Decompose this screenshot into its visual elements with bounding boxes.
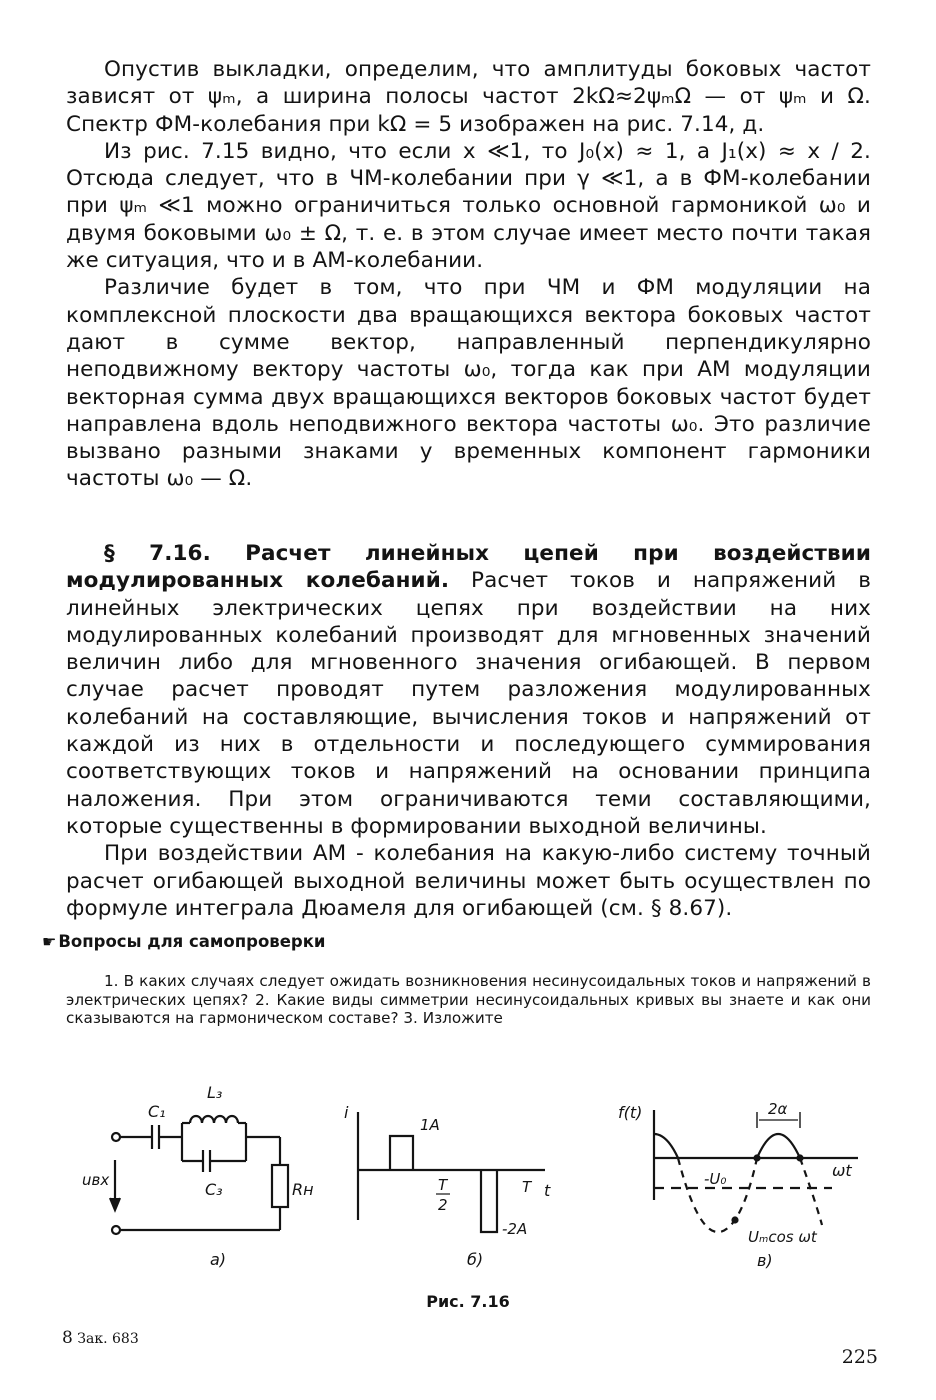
subfigure-a-label: а) <box>210 1250 227 1269</box>
label-period: T <box>522 1178 532 1196</box>
crossing-point-1 <box>753 1154 760 1161</box>
positive-lobe-2 <box>757 1134 800 1158</box>
questions-title: Вопросы для самопроверки <box>58 932 326 951</box>
positive-lobe-1 <box>654 1134 678 1158</box>
label-half-period: T <box>438 1176 448 1194</box>
paragraph-2: Из рис. 7.15 видно, что если x ≪1, то J₀(x) ≈ 1, а J₁(x) ≈ x / 2. Отсюда следует, что в ЧМ-колебании при γ ≪1, а в ФМ-колебании при ψₘ ≪1 можно ограничиться только основной гармоникой ω₀ и двумя боковыми ω₀ ± Ω, т. е. в этом случае имеет место почти такая же ситуация, что и в АМ-колебании. <box>66 138 871 274</box>
label-c3: C₃ <box>205 1180 223 1199</box>
figure-7-16 <box>0 1070 936 1300</box>
questions-heading <box>42 932 326 951</box>
printing-note <box>62 1328 139 1348</box>
subfigure-c-label: в) <box>757 1251 773 1270</box>
section-7-16 <box>66 540 871 922</box>
label-axis-f: f(t) <box>618 1103 643 1122</box>
input-terminal-top <box>112 1133 120 1141</box>
section-heading: § 7.16. Расчет линейных цепей при воздействии модулированных колебаний. <box>66 541 871 594</box>
text-block-top <box>66 56 871 493</box>
resistor-rn <box>272 1165 288 1207</box>
crossing-point-2 <box>796 1154 803 1161</box>
questions-text: 1. В каких случаях следует ожидать возникновения несинусоидальных токов и напряжений в электрических цепях? 2. Какие виды симметрии несинусоидальных кривых вы знаете и как они сказываются на гармоническом составе? 3. Изложите <box>66 972 871 1027</box>
label-amp-pos: 1A <box>420 1116 440 1134</box>
label-rn: Rн <box>292 1180 314 1199</box>
pulse-diagram <box>358 1112 545 1232</box>
hand-pointer-icon: ☛ <box>42 932 57 951</box>
label-l3: L₃ <box>207 1083 223 1102</box>
section-paragraph-1 <box>66 540 871 840</box>
label-uin: uвх <box>82 1171 110 1189</box>
label-offset: -U₀ <box>704 1170 727 1188</box>
sine-diagram <box>654 1110 858 1232</box>
subfigure-b-label: б) <box>467 1250 484 1269</box>
wave-point <box>731 1216 738 1223</box>
label-axis-i: i <box>344 1103 349 1122</box>
paragraph-3: Различие будет в том, что при ЧМ и ФМ модуляции на комплексной плоскости два вращающихся вектора боковых частот дают в сумме вектор, направленный перпендикулярно неподвижному вектору частоты ω₀, тогда как при АМ модуляции векторная сумма двух вращающихся векторов боковых частот будет направлена вдоль неподвижного вектора частоты ω₀. Это различие вызвано разными знаками у временных компонент гармоники частоты ω₀ — Ω. <box>66 275 871 492</box>
label-axis-wt: ωt <box>832 1161 852 1180</box>
questions-block <box>66 972 871 1028</box>
printing-note-number: 8 <box>62 1328 73 1348</box>
label-amp-neg: -2A <box>502 1220 528 1238</box>
printing-note-text: Зак. 683 <box>77 1331 139 1347</box>
label-t: t <box>544 1181 551 1200</box>
pulse-negative <box>481 1170 497 1232</box>
label-wave: Uₘcos ωt <box>748 1228 817 1246</box>
paragraph-1: Опустив выкладки, определим, что амплитуды боковых частот зависят от ψₘ, а ширина полосы частот 2kΩ≈2ψₘΩ — от ψₘ и Ω. Спектр ФМ-колебания при kΩ = 5 изображен на рис. 7.14, д. <box>66 57 871 137</box>
figure-caption: Рис. 7.16 <box>426 1292 510 1311</box>
pulse-positive <box>390 1136 413 1170</box>
input-terminal-bottom <box>112 1226 120 1234</box>
circuit-diagram <box>110 1116 288 1234</box>
label-c1: C₁ <box>148 1102 166 1121</box>
page-number: 225 <box>841 1346 878 1368</box>
label-width: 2α <box>768 1100 788 1118</box>
label-half-den: 2 <box>438 1196 448 1214</box>
inductor-l3 <box>190 1116 238 1123</box>
section-paragraph-2: При воздействии АМ - колебания на какую-либо систему точный расчет огибающей выходной величины может быть осуществлен по формуле интеграла Дюамеля для огибающей (см. § 8.67). <box>66 841 871 921</box>
section-text: Расчет токов и напряжений в линейных электрических цепях при воздействии на них модулированных колебаний производят для мгновенных значений величин либо для мгновенного значения огибающей. В первом случае расчет проводят путем разложения модулированных колебаний на составляющие, вычисления токов и напряжений от каждой из них в отдельности и последующего суммирования соответствующих токов и напряжений на основании принципа наложения. При этом ограничиваются теми составляющими, которые существенны в формировании выходной величины. <box>66 568 871 839</box>
